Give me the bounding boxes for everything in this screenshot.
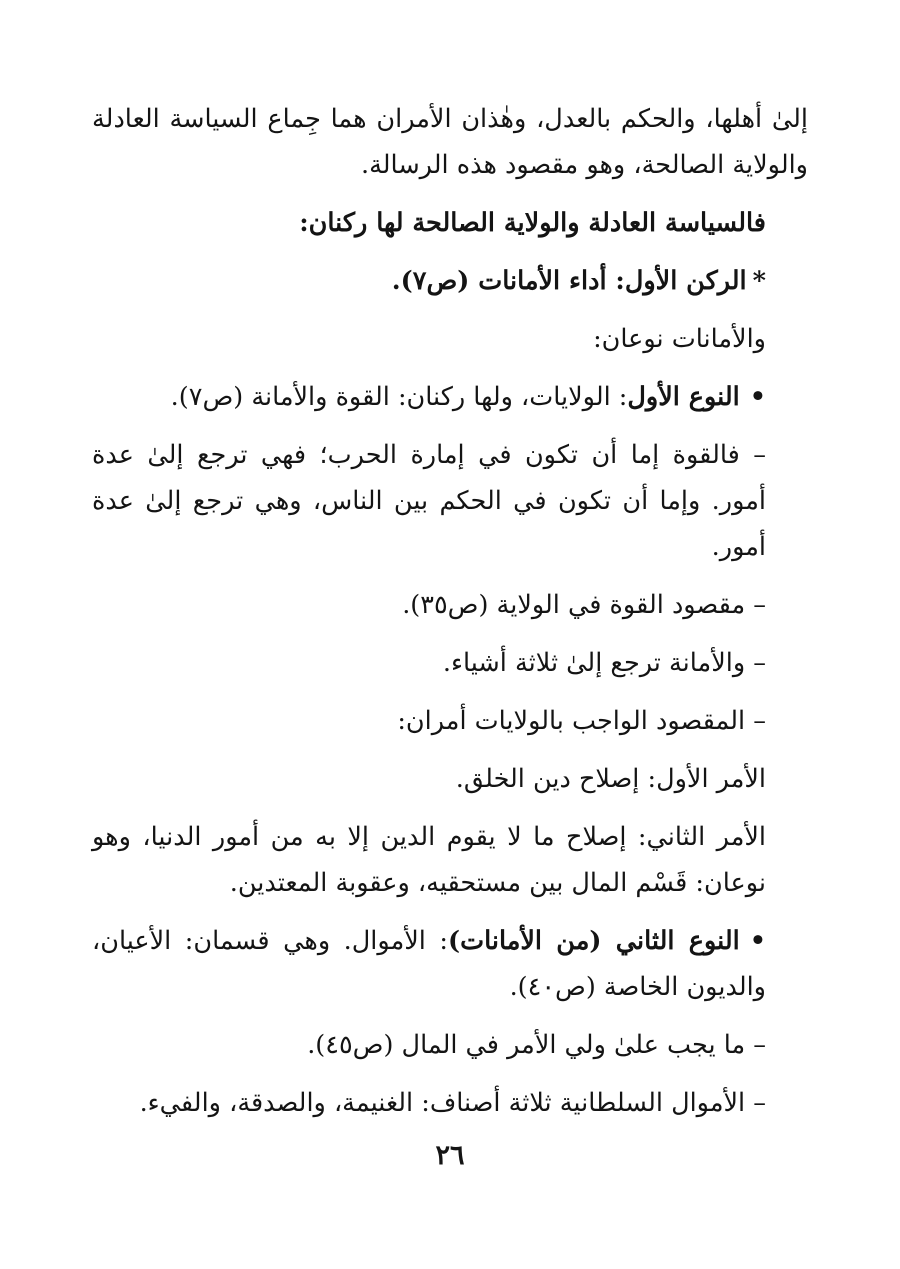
paragraph-text: – الأموال السلطانية ثلاثة أصناف: الغنيمة، والصدقة، والفيء. bbox=[139, 1088, 766, 1118]
bullet-term: النوع الثاني (من الأمانات) bbox=[448, 926, 740, 956]
paragraph-intro-continuation bbox=[92, 96, 808, 188]
paragraph-text: – ما يجب علىٰ ولي الأمر في المال (ص٤٥). bbox=[307, 1030, 766, 1060]
paragraph-strength-purpose bbox=[92, 582, 808, 628]
paragraph-trust-three bbox=[92, 640, 808, 686]
bullet-icon: • bbox=[749, 926, 766, 956]
paragraph-first-matter bbox=[92, 756, 808, 802]
heading-first-pillar bbox=[92, 258, 808, 304]
asterisk-icon: * bbox=[752, 266, 766, 296]
page-number: ٢٦ bbox=[435, 1140, 465, 1171]
bullet-term: النوع الأول bbox=[627, 382, 740, 412]
paragraph-text: – مقصود القوة في الولاية (ص٣٥). bbox=[402, 590, 766, 620]
bullet-icon: • bbox=[749, 382, 766, 412]
bullet-second-kind bbox=[92, 918, 808, 1010]
paragraph-duty-two bbox=[92, 698, 808, 744]
paragraph-text: – المقصود الواجب بالولايات أمران: bbox=[397, 706, 766, 736]
bullet-text: : الولايات، ولها ركنان: القوة والأمانة (ص٧). bbox=[170, 382, 628, 412]
paragraph-sultanic-funds bbox=[92, 1080, 808, 1126]
paragraph-text: – والأمانة ترجع إلىٰ ثلاثة أشياء. bbox=[442, 648, 766, 678]
paragraph-text: فالسياسة العادلة والولاية الصالحة لها ركنان: bbox=[299, 208, 766, 238]
bullet-first-kind bbox=[92, 374, 808, 420]
paragraph-text: – فالقوة إما أن تكون في إمارة الحرب؛ فهي ترجع إلىٰ عدة أمور. وإما أن تكون في الحكم بين الناس، وهي ترجع إلىٰ عدة أمور. bbox=[92, 440, 766, 562]
paragraph-two-pillars bbox=[92, 200, 808, 246]
paragraph-text: والأمانات نوعان: bbox=[593, 324, 766, 354]
paragraph-text: إلىٰ أهلها، والحكم بالعدل، وهٰذان الأمران هما جِماع السياسة العادلة والولاية الصالحة، وهو مقصود هذه الرسالة. bbox=[92, 104, 808, 180]
paragraph-strength bbox=[92, 432, 808, 570]
page-body bbox=[92, 96, 808, 1138]
heading-text: الركن الأول: أداء الأمانات (ص٧). bbox=[391, 266, 747, 296]
paragraph-text: الأمر الأول: إصلاح دين الخلق. bbox=[455, 764, 766, 794]
paragraph-two-kinds bbox=[92, 316, 808, 362]
paragraph-text: الأمر الثاني: إصلاح ما لا يقوم الدين إلا به من أمور الدنيا، وهو نوعان: قَسْم المال بين مستحقيه، وعقوبة المعتدين. bbox=[92, 822, 766, 898]
paragraph-ruler-duty bbox=[92, 1022, 808, 1068]
paragraph-second-matter bbox=[92, 814, 808, 906]
bullet-text: : الأموال. وهي قسمان: الأعيان، والديون الخاصة (ص٤٠). bbox=[92, 926, 766, 1002]
